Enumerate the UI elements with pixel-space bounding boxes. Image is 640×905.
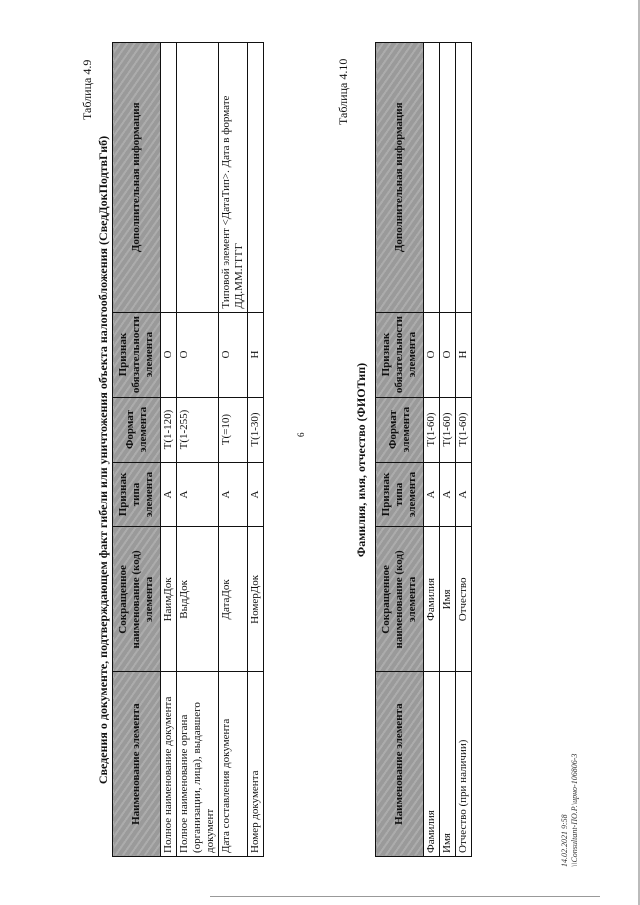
col-header-required: Признак обязательности элемента <box>376 312 424 397</box>
cell-info <box>248 43 264 313</box>
col-header-info: Дополнительная информация <box>376 43 424 313</box>
cell-name: Полное наименование документа <box>161 672 177 857</box>
table-4-9-title: Сведения о документе, подтверждающем факт гибели или уничтожения объекта налогообложения (СведДокПодтвГиб) <box>96 135 110 785</box>
col-header-code: Сокращенное наименование (код) элемента <box>113 527 161 672</box>
cell-name: Фамилия <box>424 672 440 857</box>
table-4-9 <box>112 42 264 857</box>
col-header-required: Признак обязательности элемента <box>113 312 161 397</box>
col-header-info: Дополнительная информация <box>113 43 161 313</box>
col-header-name: Наименование элемента <box>376 672 424 857</box>
cell-info: Типовой элемент <ДатаТип>. Дата в формате ДД.ММ.ГГГГ <box>219 43 248 313</box>
page-edge-bottom <box>210 896 600 897</box>
table-row <box>248 43 264 857</box>
cell-name: Номер документа <box>248 672 264 857</box>
cell-info <box>161 43 177 313</box>
cell-format: T(1-60) <box>440 397 456 462</box>
cell-required: Н <box>248 312 264 397</box>
cell-type: А <box>424 462 440 527</box>
table-4-10-title: Фамилия, имя, отчество (ФИОТип) <box>354 362 368 558</box>
table-header-row <box>376 43 424 857</box>
col-header-type: Признак типа элемента <box>113 462 161 527</box>
cell-name: Отчество (при наличии) <box>456 672 472 857</box>
table-row <box>456 43 472 857</box>
cell-type: А <box>161 462 177 527</box>
cell-required: Н <box>456 312 472 397</box>
col-header-type: Признак типа элемента <box>376 462 424 527</box>
cell-type: А <box>248 462 264 527</box>
col-header-name: Наименование элемента <box>113 672 161 857</box>
page-number: 6 <box>296 432 306 437</box>
table-header-row <box>113 43 161 857</box>
cell-format: T(1-60) <box>456 397 472 462</box>
cell-code: НомерДок <box>248 527 264 672</box>
cell-info <box>424 43 440 313</box>
footer-timestamp: 14.02.2021 9:58 <box>560 814 569 867</box>
table-4-10 <box>375 42 472 857</box>
table-row <box>440 43 456 857</box>
cell-type: А <box>219 462 248 527</box>
cell-code: ВыдДок <box>177 527 219 672</box>
table-row <box>219 43 248 857</box>
cell-code: ДатаДок <box>219 527 248 672</box>
cell-type: А <box>177 462 219 527</box>
cell-type: А <box>440 462 456 527</box>
footer-path: \\Consultant-ПО.Р.\ирно-106806-3 <box>570 753 579 867</box>
cell-code: Имя <box>440 527 456 672</box>
col-header-code: Сокращенное наименование (код) элемента <box>376 527 424 672</box>
cell-code: Фамилия <box>424 527 440 672</box>
cell-format: T(1-120) <box>161 397 177 462</box>
cell-required: О <box>177 312 219 397</box>
cell-info <box>456 43 472 313</box>
cell-name: Имя <box>440 672 456 857</box>
table-row <box>424 43 440 857</box>
cell-code: НаимДок <box>161 527 177 672</box>
cell-name: Дата составления документа <box>219 672 248 857</box>
cell-info <box>440 43 456 313</box>
table-row <box>177 43 219 857</box>
cell-format: T(=10) <box>219 397 248 462</box>
cell-format: T(1-255) <box>177 397 219 462</box>
cell-format: T(1-60) <box>424 397 440 462</box>
table-row <box>161 43 177 857</box>
cell-format: T(1-30) <box>248 397 264 462</box>
table-4-9-caption: Таблица 4.9 <box>80 59 94 120</box>
cell-required: О <box>424 312 440 397</box>
cell-type: А <box>456 462 472 527</box>
col-header-format: Формат элемента <box>113 397 161 462</box>
cell-name: Полное наименование органа (организации, лица), выдавшего документ <box>177 672 219 857</box>
cell-required: О <box>161 312 177 397</box>
table-4-10-caption: Таблица 4.10 <box>336 58 350 125</box>
footer-stamp <box>560 754 580 867</box>
rotated-page-content <box>70 35 630 885</box>
cell-required: О <box>219 312 248 397</box>
cell-code: Отчество <box>456 527 472 672</box>
cell-info <box>177 43 219 313</box>
col-header-format: Формат элемента <box>376 397 424 462</box>
cell-required: О <box>440 312 456 397</box>
